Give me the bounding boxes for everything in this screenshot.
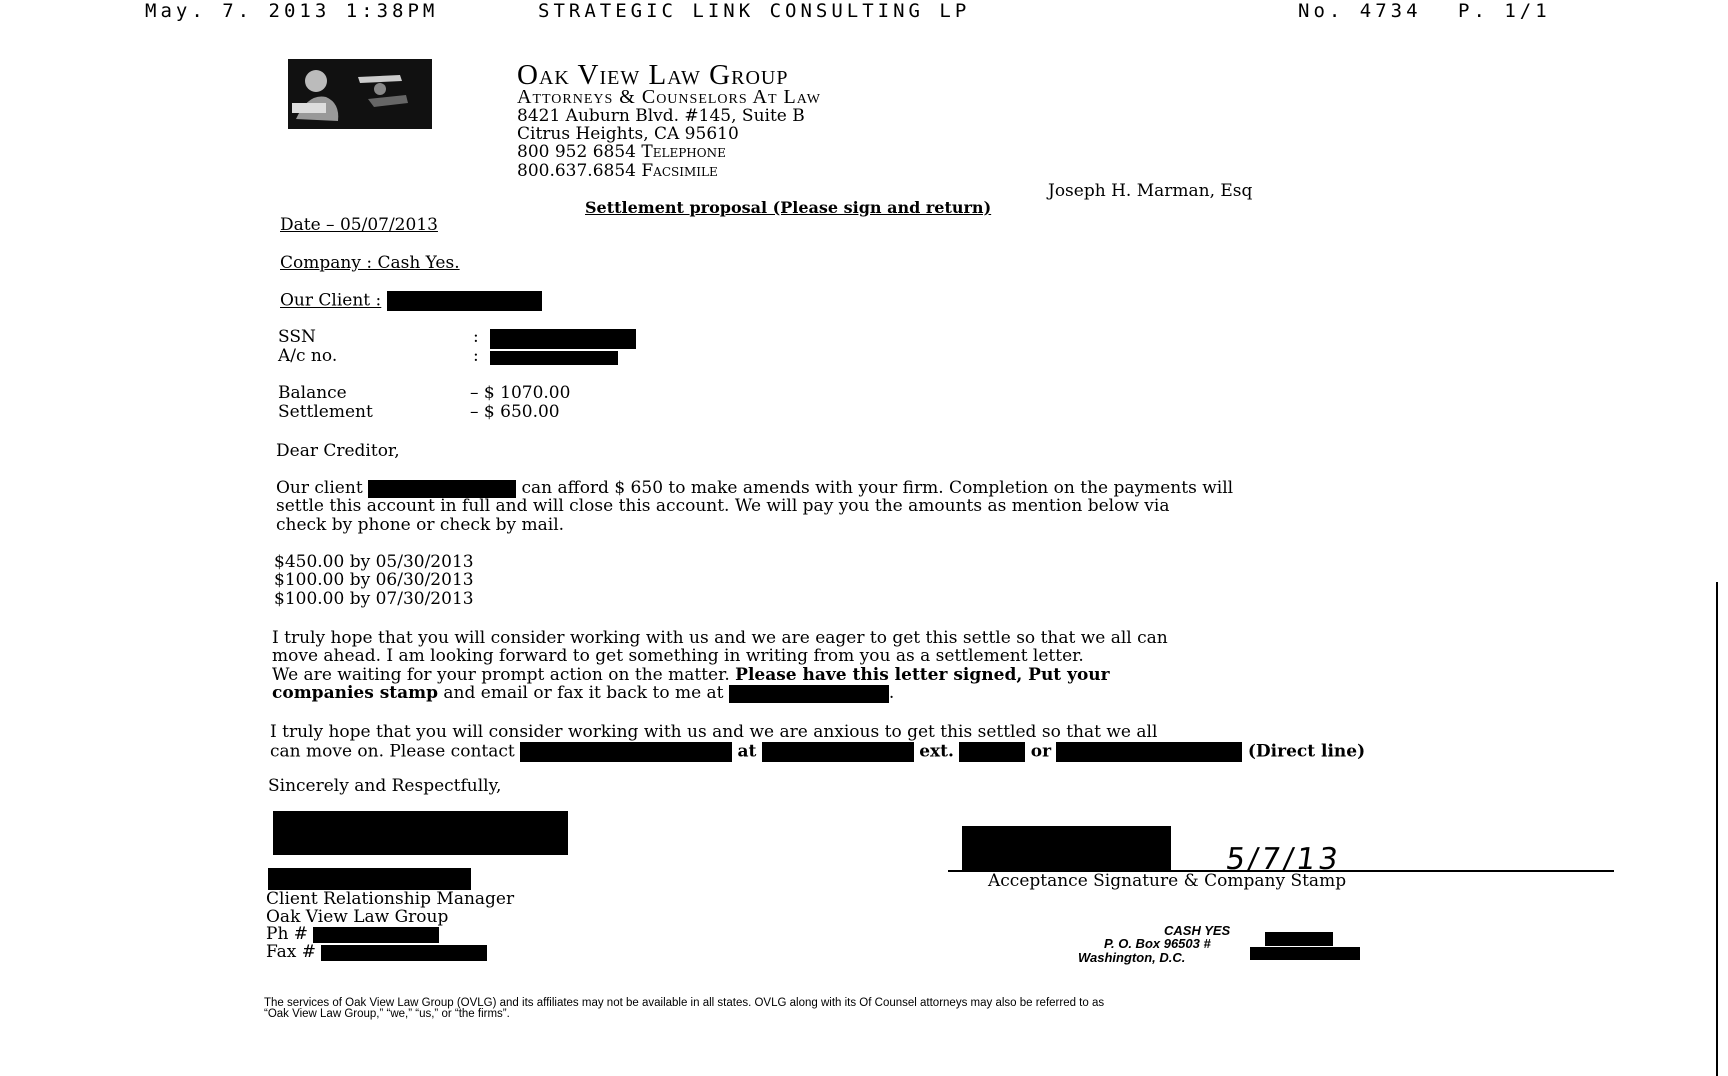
client-field: Our Client : xyxy=(280,291,542,311)
redaction xyxy=(1056,742,1242,762)
fax-line: 800.637.6854 Facsimile xyxy=(517,161,718,181)
paragraph-2-line-1: I truly hope that you will consider working with us and we are eager to get this settle so that we all can xyxy=(272,628,1168,648)
acct-redaction xyxy=(490,351,618,365)
paragraph-3-line-1: I truly hope that you will consider working with us and we are anxious to get this settled so that we all xyxy=(270,722,1158,742)
fax-page: P. 1/1 xyxy=(1458,0,1551,22)
redaction xyxy=(729,685,889,703)
redaction xyxy=(959,742,1025,762)
ssn-colon: : xyxy=(473,327,479,347)
paragraph-2-line-3: We are waiting for your prompt action on the matter. Please have this letter signed, Put your xyxy=(272,665,1110,685)
redaction xyxy=(520,742,732,762)
attorney-name: Joseph H. Marman, Esq xyxy=(1048,181,1253,201)
fax-number: No. 4734 xyxy=(1298,0,1422,22)
redaction xyxy=(387,291,542,311)
payment-1: $450.00 by 05/30/2013 xyxy=(274,552,474,572)
settlement-value: – $ 650.00 xyxy=(470,402,560,422)
stamp-redaction-1 xyxy=(1265,932,1333,946)
date-field: Date – 05/07/2013 xyxy=(280,215,438,235)
firm-tagline: Attorneys & Counselors At Law xyxy=(517,86,821,108)
payment-3: $100.00 by 07/30/2013 xyxy=(274,589,474,609)
stamp-line-2: P. O. Box 96503 # xyxy=(1104,936,1211,951)
stamp-line-3: Washington, D.C. xyxy=(1078,950,1186,965)
salutation: Dear Creditor, xyxy=(276,441,400,461)
ssn-redaction xyxy=(490,329,636,349)
settlement-label: Settlement xyxy=(278,402,373,422)
disclaimer-line-1: The services of Oak View Law Group (OVLG) and its affiliates may not be available in all states. OVLG along with its Of Counsel attorneys may also be referred to as xyxy=(264,997,1105,1009)
acceptance-label: Acceptance Signature & Company Stamp xyxy=(988,871,1347,891)
logo-photo-icon xyxy=(288,59,432,129)
name-redaction xyxy=(268,868,471,890)
balance-label: Balance xyxy=(278,383,347,403)
subject-line: Settlement proposal (Please sign and return) xyxy=(585,198,992,217)
paragraph-1-line-2: settle this account in full and will close this account. We will pay you the amounts as mention below via xyxy=(276,496,1170,516)
paragraph-2-line-4: companies stamp and email or fax it back to me at . xyxy=(272,683,895,703)
ssn-label: SSN xyxy=(278,327,316,347)
redaction xyxy=(762,742,914,762)
disclaimer-line-2: “Oak View Law Group,” “we,” “us,” or “the firms”. xyxy=(264,1008,510,1020)
paragraph-1-line-3: check by phone or check by mail. xyxy=(276,515,565,535)
paragraph-3-line-2: can move on. Please contact at ext. or (Direct line) xyxy=(270,741,1366,762)
company-field: Company : Cash Yes. xyxy=(280,253,460,273)
closing: Sincerely and Respectfully, xyxy=(268,776,502,796)
acceptance-signature-redaction xyxy=(962,826,1171,870)
firm-name: Oak View Law Group xyxy=(517,59,789,91)
address-line-1: 8421 Auburn Blvd. #145, Suite B xyxy=(517,106,805,126)
stamp-line-1: CASH YES xyxy=(1164,923,1231,938)
phone-line: 800 952 6854 Telephone xyxy=(517,142,726,162)
signer-phone: Ph # xyxy=(266,925,439,943)
handwritten-date: 5/7/13 xyxy=(1223,842,1344,877)
signer-firm: Oak View Law Group xyxy=(266,907,449,927)
fax-datetime: May. 7. 2013 1:38PM xyxy=(145,0,439,22)
signer-title: Client Relationship Manager xyxy=(266,889,515,909)
paragraph-1-line-1: Our client can afford $ 650 to make amends with your firm. Completion on the payments will xyxy=(276,478,1234,498)
firm-logo xyxy=(288,59,432,129)
signer-fax: Fax # xyxy=(266,943,487,961)
redaction xyxy=(313,927,439,943)
balance-value: – $ 1070.00 xyxy=(470,383,571,403)
redaction xyxy=(321,945,487,961)
stamp-redaction-2 xyxy=(1250,947,1360,960)
signature-redaction xyxy=(273,811,568,855)
acct-colon: : xyxy=(473,346,479,366)
payment-2: $100.00 by 06/30/2013 xyxy=(274,570,474,590)
redaction xyxy=(368,480,516,498)
fax-sender: STRATEGIC LINK CONSULTING LP xyxy=(538,0,971,22)
scan-edge-line xyxy=(1716,582,1718,1076)
address-line-2: Citrus Heights, CA 95610 xyxy=(517,124,739,144)
paragraph-2-line-2: move ahead. I am looking forward to get something in writing from you as a settlement letter. xyxy=(272,646,1084,666)
acct-label: A/c no. xyxy=(278,346,338,366)
